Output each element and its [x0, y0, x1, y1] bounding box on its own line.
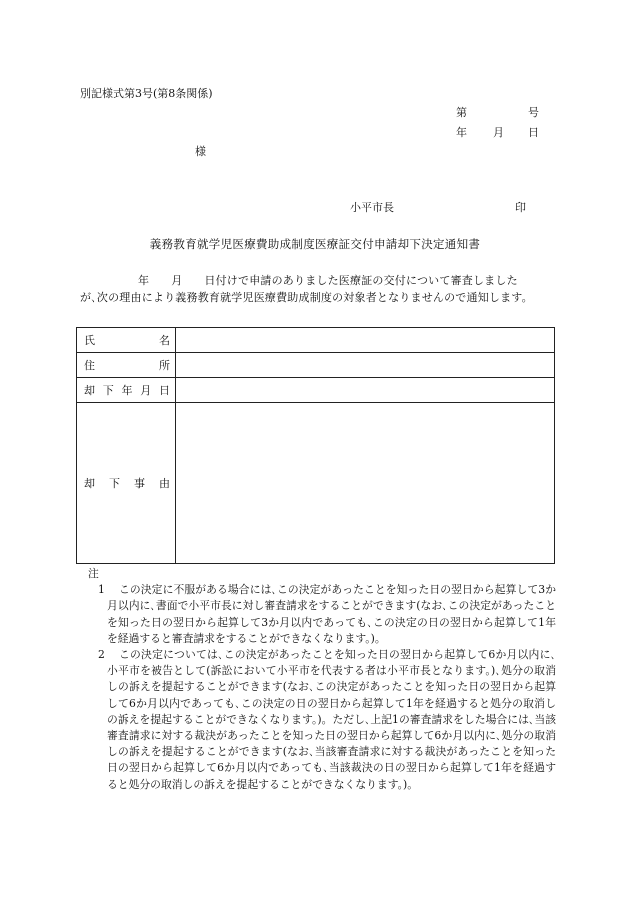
table-row-rejection-date	[77, 378, 555, 403]
form-id: 別記様式第3号(第8条関係)	[80, 87, 213, 100]
note-number: 1	[98, 583, 105, 597]
notes-heading: 注	[88, 567, 99, 580]
note-item	[80, 647, 556, 793]
intro-line-2: が､次の理由により義務教育就学児医療費助成制度の対象者となりませんので通知します。	[80, 291, 533, 304]
document-number-suffix: 号	[528, 106, 539, 119]
rejection-reason-label-cell	[77, 403, 176, 564]
rejection-reason-label-char: 由	[159, 477, 170, 490]
note-item	[80, 582, 556, 647]
date-year-label: 年	[456, 126, 467, 139]
intro-paragraph	[80, 272, 560, 306]
address-label-char: 住	[84, 359, 95, 372]
rejection-date-label-char: 年	[121, 384, 133, 397]
table-row-rejection-reason	[77, 403, 555, 564]
intro-line-1	[80, 272, 560, 289]
date-month-label: 月	[493, 126, 504, 139]
rejection-date-label-cell	[77, 378, 176, 403]
document-title: 義務教育就学児医療費助成制度医療証交付申請却下決定通知書	[149, 237, 481, 251]
table-row-address	[77, 353, 555, 378]
name-label-cell	[77, 328, 176, 353]
note-text: この決定については､この決定があったことを知った日の翌日から起算して6か月以内に､小平市を被告として(訴訟において小平市を代表する者は小平市長となります。)､処分の取消しの訴えを提起することができます(なお､この決定があったことを知った日の翌日から起算して6か月以内であっても､この決定の日の翌日から起算して1年を経過すると処分の取消しの訴えを提起することができなくなります。)。ただし､上記1の審査請求をした場合には､当該審査請求に対する裁決があったことを知った日の翌日から起算して6か月以内に､処分の取消しの訴えを提起することができます(なお､当該審査請求に対する裁決があったことを知った日の翌日から起算して6か月以内であっても､当該裁決の日の翌日から起算して1年を経過すると処分の取消しの訴えを提起することができなくなります。)。	[107, 648, 556, 791]
document-number-label: 第	[456, 106, 467, 119]
address-label-char: 所	[159, 359, 170, 372]
intro-year-label: 年	[138, 274, 150, 287]
name-label-char: 名	[159, 334, 170, 347]
date-day-label: 日	[528, 126, 539, 139]
seal-mark: 印	[515, 201, 526, 214]
addressee-suffix: 様	[195, 145, 206, 158]
rejection-date-label-char: 日	[159, 384, 170, 397]
note-number: 2	[98, 648, 105, 662]
rejection-date-label-char: 月	[140, 384, 152, 397]
rejection-date-value-cell[interactable]	[176, 378, 555, 403]
intro-line-1-text: 日付けで申請のありました医療証の交付について審査しました	[204, 274, 518, 287]
rejection-reason-label-char: 却	[84, 477, 95, 490]
note-text: この決定に不服がある場合には､この決定があったことを知った日の翌日から起算して3か月以内に､書面で小平市長に対し審査請求をすることができます(なお､この決定があったことを知った日の翌日から起算して3か月以内であっても､この決定の日の翌日から起算して1年を経過すると審査請求をすることができなくなります。)。	[107, 583, 556, 645]
intro-month-label: 月	[171, 274, 183, 287]
rejection-reason-label-char: 下	[109, 477, 120, 490]
rejection-reason-label-char: 事	[134, 477, 145, 490]
name-label-char: 氏	[84, 334, 95, 347]
details-table	[76, 327, 555, 564]
address-value-cell[interactable]	[176, 353, 555, 378]
table-row-name	[77, 328, 555, 353]
name-value-cell[interactable]	[176, 328, 555, 353]
rejection-date-label-char: 却	[84, 384, 95, 397]
issuer-name: 小平市長	[350, 201, 394, 214]
notes-section	[80, 566, 556, 793]
rejection-reason-value-cell[interactable]	[176, 403, 555, 564]
address-label-cell	[77, 353, 176, 378]
rejection-date-label-char: 下	[102, 384, 114, 397]
